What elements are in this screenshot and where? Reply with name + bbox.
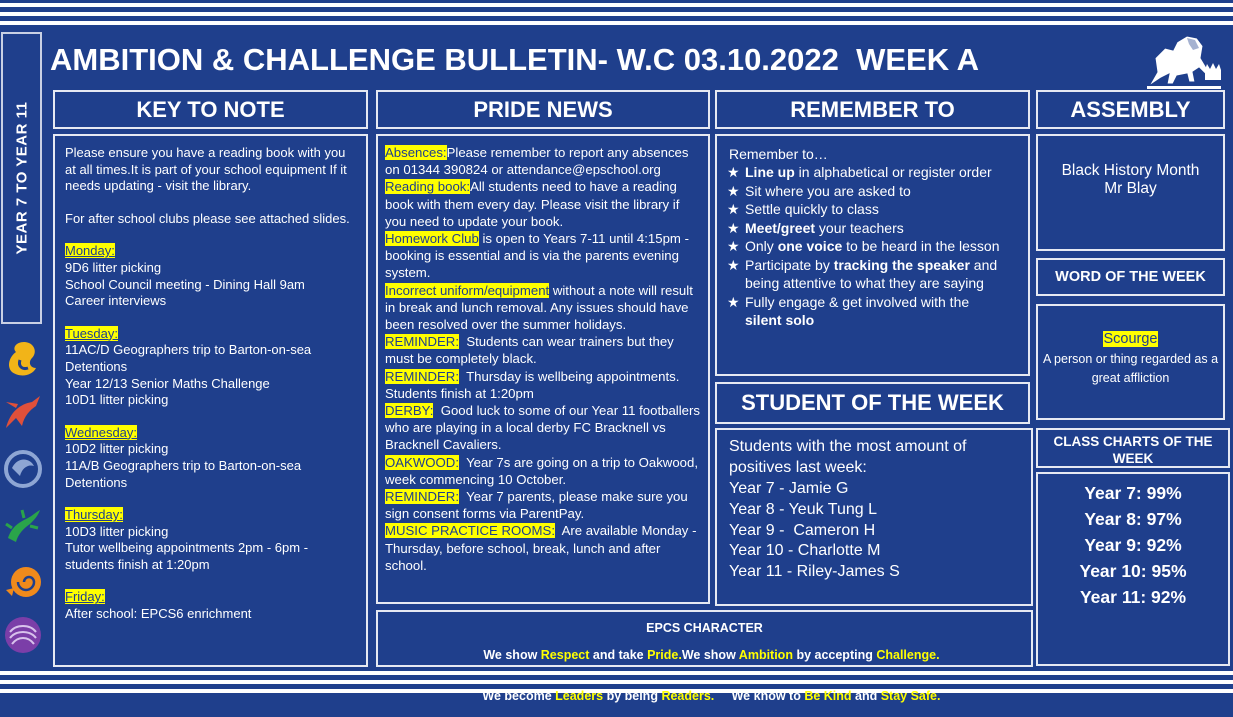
remember-item: [725, 219, 1020, 238]
news-item: [385, 144, 701, 178]
news-text: All students need to have a reading book with them every day. Please visit the library if you need to update your book.: [385, 179, 680, 229]
star-icon: ★: [727, 182, 740, 199]
remember-item: [725, 237, 1020, 256]
list-item: Year 12/13 Senior Maths Challenge: [65, 375, 270, 391]
star-icon: ★: [727, 293, 740, 310]
class-charts-heading: CLASS CHARTS OF THE WEEK: [1053, 434, 1213, 466]
word-definition: A person or thing regarded as a great affliction: [1042, 352, 1219, 385]
epcs-text: by accepting: [792, 648, 877, 662]
day-block-friday: [65, 589, 356, 622]
epcs-text: We become: [482, 688, 556, 703]
day-block-monday: [65, 243, 356, 309]
list-item: After school: EPCS6 enrichment: [65, 606, 252, 622]
news-label: Incorrect uniform/equipment: [385, 282, 550, 298]
remember-item-text: Sit where you are asked to: [745, 182, 911, 199]
epcs-text: and: [851, 688, 881, 703]
news-text: Year 7 parents, please make sure you sign consent forms via ParentPay.: [385, 489, 692, 522]
news-text: Year 7s are going on a trip to Oakwood, week commencing 10 October.: [385, 454, 702, 487]
top-stripe: [0, 12, 1233, 16]
lion-crest-icon: [1143, 28, 1225, 90]
epcs-highlight: Respect: [540, 648, 590, 662]
news-text: Students can wear trainers but they must be completely black.: [385, 334, 678, 367]
remember-item: [725, 163, 1020, 182]
epcs-text: We know to: [714, 688, 805, 703]
remember-to-heading: REMEMBER TO: [790, 96, 955, 122]
news-item: [385, 402, 704, 454]
remember-intro: Remember to…: [729, 146, 828, 162]
remember-item-bold: silent solo: [745, 312, 815, 328]
remember-item-bold: one voice: [777, 238, 843, 254]
assembly-heading: ASSEMBLY: [1070, 96, 1191, 122]
pride-news-heading: PRIDE NEWS: [473, 96, 613, 122]
news-label: Reading book:: [385, 179, 471, 195]
pride-news-header: [376, 90, 710, 129]
dragon-icon: [2, 448, 44, 490]
epcs-character-panel: [376, 610, 1033, 703]
epcs-highlight: Be Kind: [804, 688, 852, 703]
list-item: Detentions: [65, 474, 128, 490]
star-icon: ★: [727, 256, 740, 273]
list-item: Detentions: [65, 358, 128, 374]
remember-item: [725, 200, 1020, 219]
list-item: 10D2 litter picking: [65, 441, 169, 457]
news-label: DERBY:: [385, 403, 434, 419]
list-item: Career interviews: [65, 293, 167, 309]
assembly-speaker: Mr Blay: [1104, 180, 1157, 197]
news-item: [385, 488, 701, 522]
day-block-thursday: [65, 507, 356, 573]
word-of-week-panel: [1036, 304, 1225, 420]
class-chart-item: Year 10: 95%: [1079, 561, 1187, 581]
news-label: MUSIC PRACTICE ROOMS:: [385, 523, 555, 539]
news-text: Please remember to report any absences on 01344 390824 or attendance@epschool.org: [385, 145, 689, 178]
day-block-wednesday: [65, 425, 356, 491]
class-chart-item: Year 8: 97%: [1084, 509, 1182, 529]
epcs-highlight: Stay Safe.: [880, 688, 941, 703]
news-text: Good luck to some of our Year 11 footballers who are playing in a local derby FC Bracknell vs Bracknell Cavaliers.: [385, 403, 704, 453]
star-icon: ★: [727, 219, 740, 236]
word-of-week-heading: WORD OF THE WEEK: [1055, 269, 1206, 285]
news-item: [385, 230, 701, 282]
list-item: 10D3 litter picking: [65, 523, 169, 539]
class-charts-header: [1036, 428, 1230, 468]
remember-item: [725, 293, 1020, 330]
remember-item-text: Settle quickly to class: [745, 201, 879, 217]
news-label: REMINDER:: [385, 489, 459, 505]
list-item: Tutor wellbeing appointments 2pm - 6pm - students finish at 1:20pm: [65, 540, 309, 572]
epcs-highlight: Readers.: [661, 688, 715, 703]
list-item: Year 9 - Cameron H: [729, 521, 876, 539]
key-to-note-panel: [53, 134, 368, 667]
news-label: REMINDER:: [385, 334, 459, 350]
bird-icon: [2, 392, 44, 434]
class-chart-item: Year 9: 92%: [1084, 535, 1182, 555]
epcs-highlight: Leaders: [555, 688, 604, 703]
epcs-text: We show: [681, 648, 739, 662]
remember-item-text: and being attentive to what they are saying: [745, 256, 998, 291]
assembly-panel: [1036, 134, 1225, 251]
news-text: Thursday is wellbeing appointments. Students finish at 1:20pm: [385, 368, 684, 401]
list-item: 11AC/D Geographers trip to Barton-on-sea: [65, 342, 312, 358]
news-text: Are available Monday - Thursday, before school, break, lunch and after school.: [385, 523, 700, 573]
assembly-topic: Black History Month: [1061, 162, 1200, 179]
news-text: is open to Years 7-11 until 4:15pm - booking is essential and is via the parents evening system.: [385, 231, 689, 281]
epcs-heading: EPCS CHARACTER: [646, 621, 763, 635]
remember-item-bold: Meet/greet: [745, 219, 816, 236]
top-stripe: [0, 3, 1233, 7]
list-item: Year 7 - Jamie G: [729, 480, 849, 497]
list-item: Year 8 - Yeuk Tung L: [729, 500, 877, 518]
epcs-highlight: Pride.: [647, 648, 682, 662]
page-title: AMBITION & CHALLENGE BULLETIN- W.C 03.10.2022 WEEK A: [50, 42, 979, 77]
coral-icon: [2, 614, 44, 656]
day-block-tuesday: [65, 326, 356, 409]
news-label: Absences:: [385, 145, 447, 160]
word-of-week: Scourge: [1103, 331, 1158, 347]
day-label: Tuesday:: [65, 325, 118, 341]
class-chart-item: Year 11: 92%: [1079, 587, 1187, 607]
list-item: School Council meeting - Dining Hall 9am: [65, 276, 305, 292]
epcs-highlight: Challenge.: [876, 648, 940, 662]
side-label-box: [1, 32, 42, 324]
star-icon: ★: [727, 238, 740, 254]
day-label: Friday:: [65, 589, 105, 605]
class-chart-item: Year 7: 99%: [1084, 483, 1182, 503]
news-label: Homework Club: [385, 231, 479, 247]
news-text: without a note will result in break and lunch removal. Any issues should have been resolved over the summer holidays.: [385, 282, 693, 333]
remember-to-panel: [715, 134, 1030, 376]
remember-item-text: to be heard in the lesson: [842, 238, 1000, 254]
epcs-highlight: Ambition: [738, 648, 793, 662]
remember-item-text: Participate by: [745, 256, 834, 273]
remember-item-bold: tracking the speaker: [833, 256, 970, 273]
remember-item-bold: Line up: [745, 164, 795, 180]
list-item: 9D6 litter picking: [65, 259, 162, 275]
key-to-note-heading: KEY TO NOTE: [136, 96, 285, 122]
word-of-week-header: [1036, 258, 1225, 296]
list-item: Year 11 - Riley-James S: [729, 563, 900, 581]
reading-book-note: Please ensure you have a reading book with you at all times.It is part of your school equipment If it needs updating - visit the library.: [65, 145, 347, 194]
lizard-icon: [2, 504, 44, 546]
news-item: [385, 282, 701, 334]
list-item: Year 10 - Charlotte M: [729, 542, 881, 560]
epcs-text: by being: [603, 688, 662, 703]
news-item: [385, 522, 701, 574]
star-icon: ★: [727, 164, 740, 180]
epcs-text: and take: [589, 648, 648, 662]
list-item: 10D1 litter picking: [65, 392, 169, 408]
news-item: [385, 368, 701, 402]
side-label: YEAR 7 TO YEAR 11: [13, 101, 30, 255]
day-label: Wednesday:: [65, 424, 138, 440]
class-charts-panel: [1036, 472, 1230, 666]
top-stripe: [0, 21, 1233, 25]
clubs-note: For after school clubs please see attached slides.: [65, 210, 350, 226]
pride-news-panel: [376, 134, 710, 604]
assembly-header: [1036, 90, 1225, 129]
news-item: [385, 333, 701, 367]
student-list: [729, 479, 1019, 583]
remember-item-text: Fully engage & get involved with the: [745, 293, 970, 310]
shell-icon: [2, 560, 44, 602]
epcs-line-1: [378, 636, 1031, 677]
news-label: OAKWOOD:: [385, 454, 459, 470]
student-of-week-header: [715, 382, 1030, 424]
epcs-line-2: [378, 676, 1031, 717]
student-of-week-heading: STUDENT OF THE WEEK: [741, 390, 1004, 415]
remember-item: [725, 182, 1020, 201]
remember-to-header: [715, 90, 1030, 129]
list-item: 11A/B Geographers trip to Barton-on-sea: [65, 457, 302, 473]
news-item: [385, 178, 701, 230]
news-label: REMINDER:: [385, 368, 459, 384]
student-intro: Students with the most amount of positives last week:: [729, 438, 967, 476]
star-icon: ★: [727, 201, 740, 217]
remember-item: [725, 256, 1020, 293]
epcs-text: We show: [483, 648, 541, 662]
seahorse-icon: [2, 338, 44, 380]
remember-item-text: your teachers: [815, 219, 904, 236]
remember-item-text: in alphabetical or register order: [794, 164, 992, 180]
student-of-week-panel: [715, 428, 1033, 606]
day-label: Thursday:: [65, 507, 123, 523]
remember-item-text: Only: [745, 238, 778, 254]
key-to-note-header: [53, 90, 368, 129]
day-label: Monday:: [65, 243, 115, 259]
news-item: [385, 454, 701, 488]
